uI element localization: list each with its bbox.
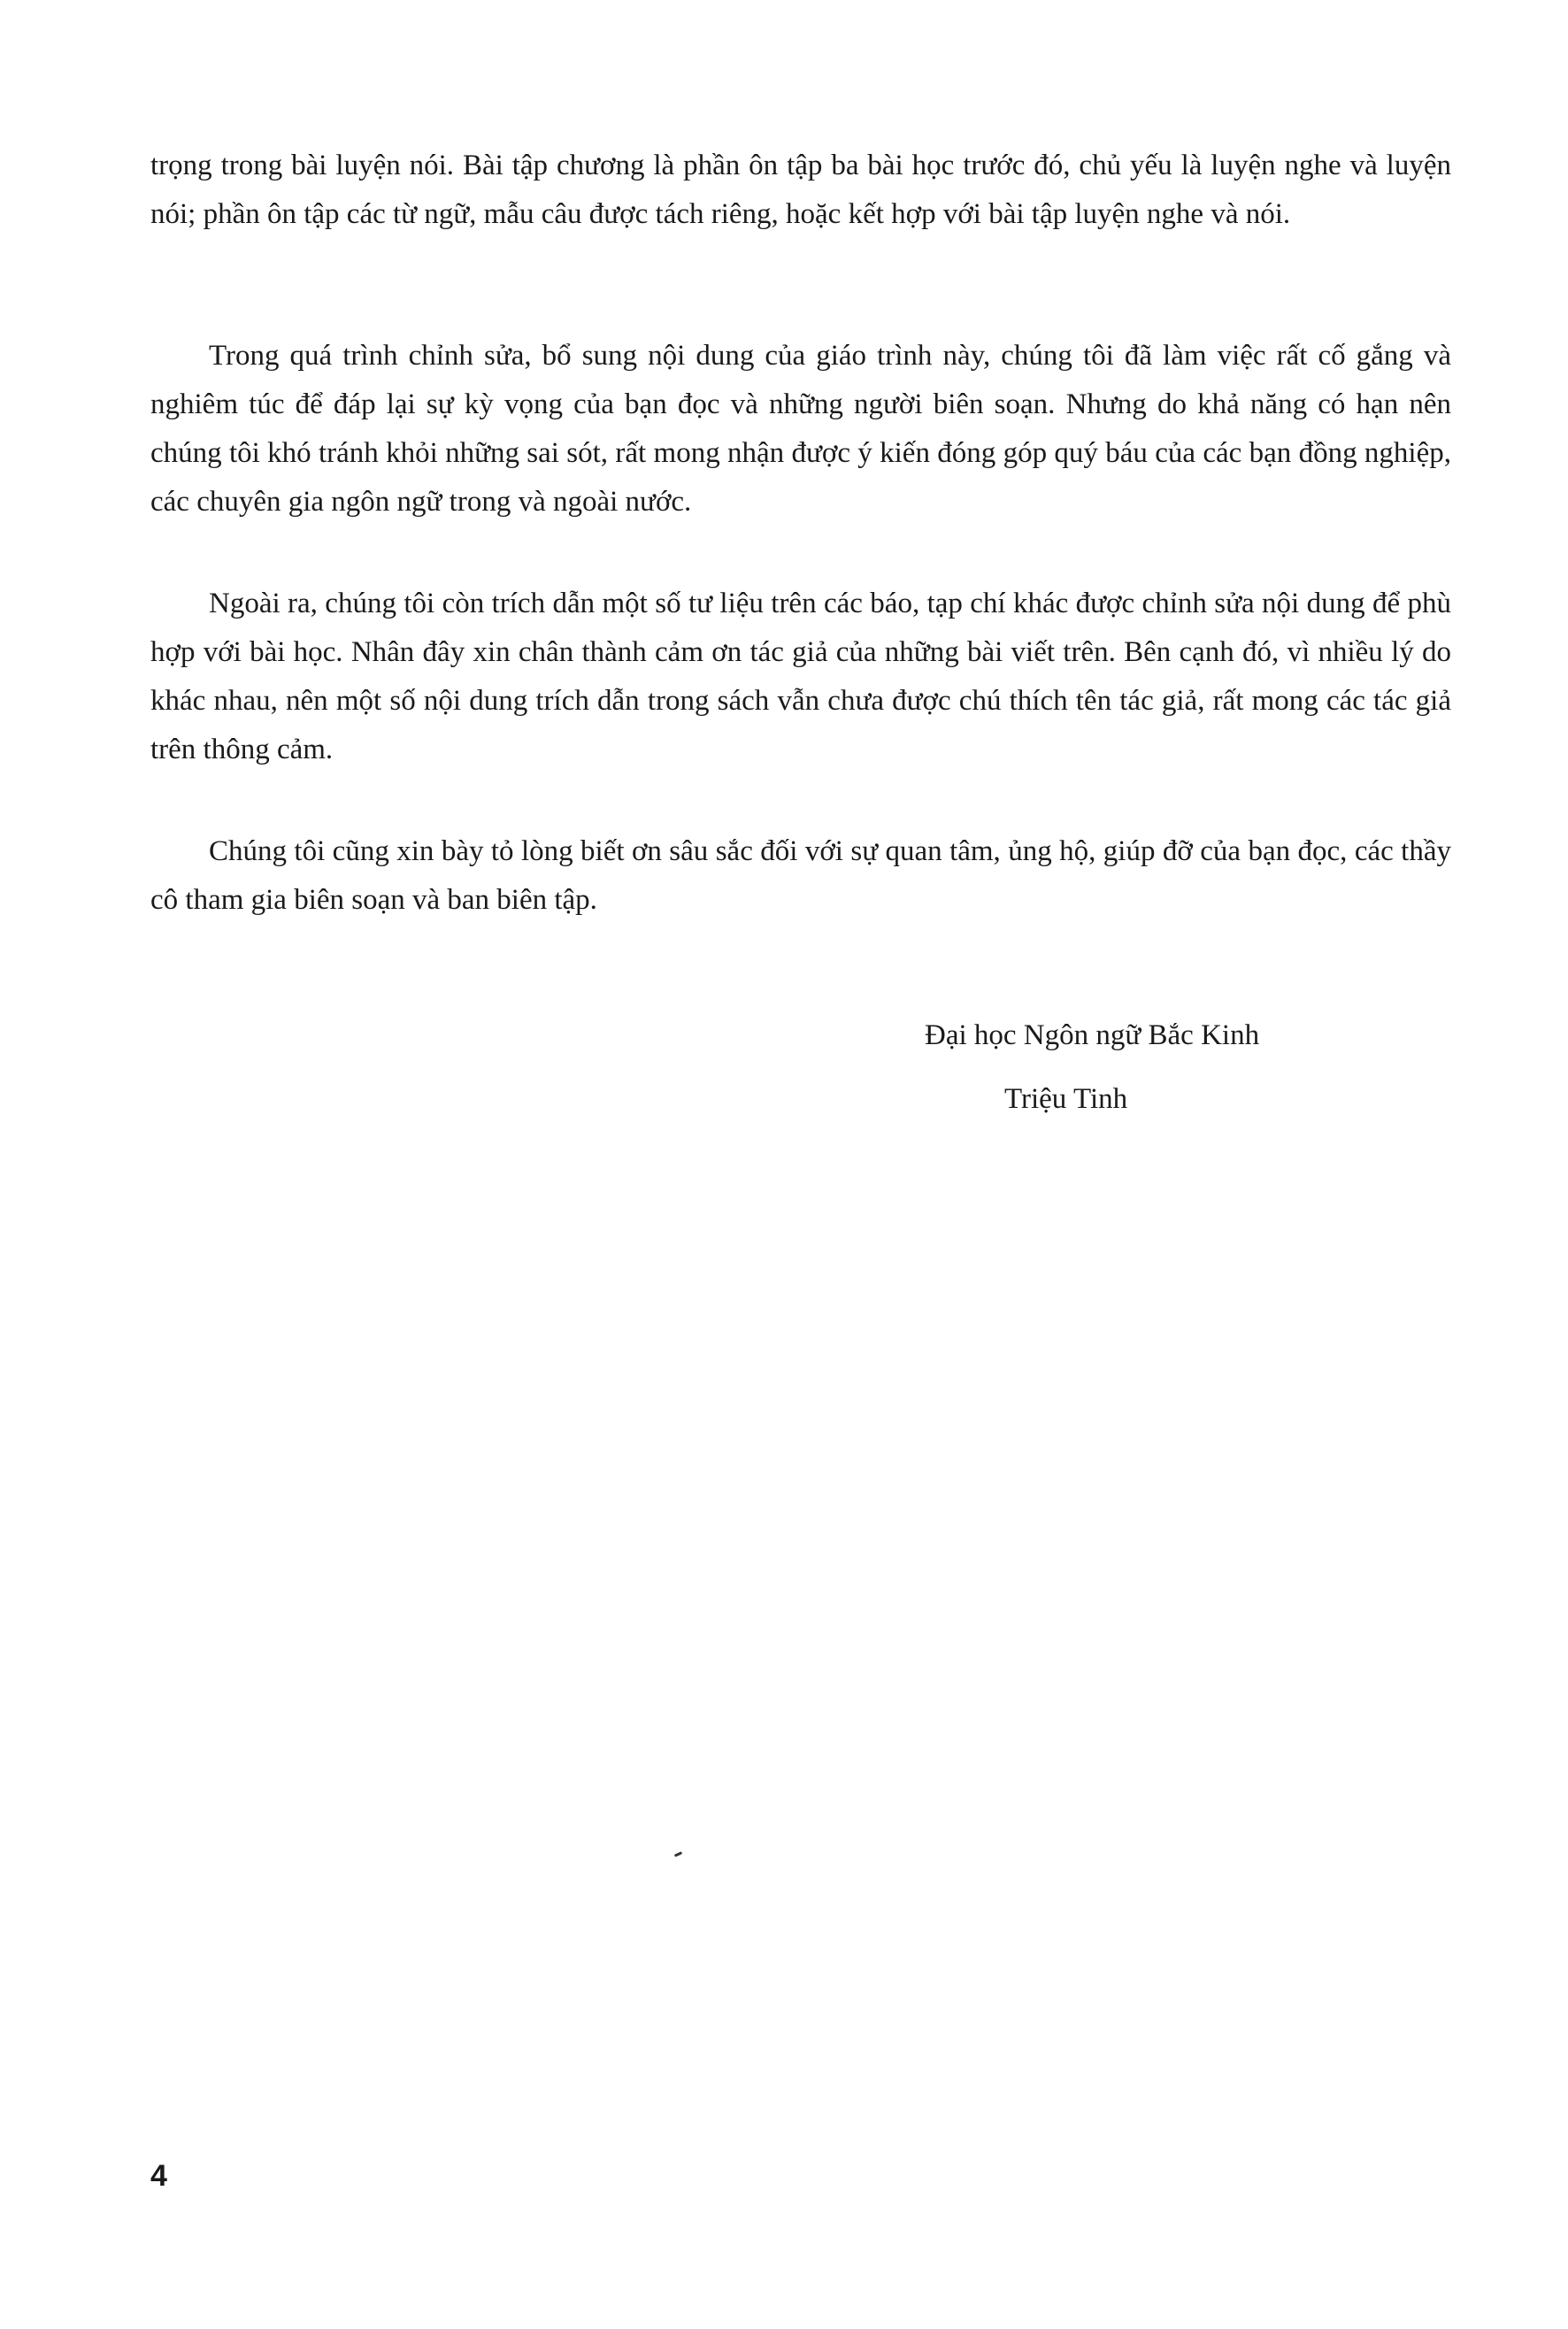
paragraph-acknowledgement: Chúng tôi cũng xin bày tỏ lòng biết ơn sâu sắc đối với sự quan tâm, ủng hộ, giúp đỡ của bạn đọc, các thầy cô tham gia biên soạn và ban biên tập. <box>150 835 1451 916</box>
paragraph-revision-note: Trong quá trình chỉnh sửa, bổ sung nội dung của giáo trình này, chúng tôi đã làm việc rất cố gắng và nghiêm túc để đáp lại sự kỳ vọng của bạn đọc và những người biên soạn. Nhưng do khả năng có hạn nên chúng tôi khó tránh khỏi những sai sót, rất mong nhận được ý kiến đóng góp quý báu của các bạn đồng nghiệp, các chuyên gia ngôn ngữ trong và ngoài nước. <box>150 340 1451 518</box>
signature-organization: Đại học Ngôn ngữ Bắc Kinh <box>925 1019 1260 1051</box>
paragraph-continuation: trọng trong bài luyện nói. Bài tập chương là phần ôn tập ba bài học trước đó, chủ yếu là luyện nghe và luyện nói; phần ôn tập các từ ngữ, mẫu câu được tách riêng, hoặc kết hợp với bài tập luyện nghe và nói. <box>150 150 1451 230</box>
signature-author: Triệu Tinh <box>1004 1083 1128 1115</box>
page-number: 4 <box>150 2159 167 2193</box>
scan-speck <box>674 1851 682 1857</box>
paragraph-citation-note: Ngoài ra, chúng tôi còn trích dẫn một số tư liệu trên các báo, tạp chí khác được chỉnh sửa nội dung để phù hợp với bài học. Nhân đây xin chân thành cảm ơn tác giả của những bài viết trên. Bên cạnh đó, vì nhiều lý do khác nhau, nên một số nội dung trích dẫn trong sách vẫn chưa được chú thích tên tác giả, rất mong các tác giả trên thông cảm. <box>150 588 1451 765</box>
